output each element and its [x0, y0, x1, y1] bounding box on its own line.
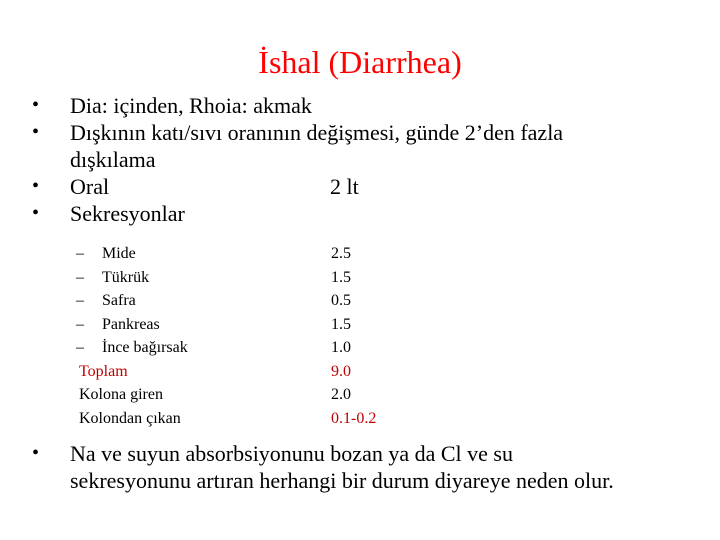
bullet-item-final — [30, 440, 690, 494]
colon-out-label: Kolondan çıkan — [79, 409, 181, 427]
dash-icon: – — [76, 268, 84, 286]
final-bullet-line1: Na ve suyun absorbsiyonunu bozan ya da Cl ve su — [70, 441, 513, 466]
secretion-value: 1.5 — [331, 268, 351, 286]
secretion-row — [30, 242, 690, 266]
dash-icon: – — [76, 245, 84, 262]
bullet-icon: • — [32, 94, 40, 116]
secretion-label: Mide — [102, 245, 136, 262]
colon-in-value: 2.0 — [331, 386, 351, 403]
secretion-label: İnce bağırsak — [102, 339, 188, 356]
secretion-label: Tükrük — [102, 268, 150, 286]
total-label: Toplam — [79, 362, 128, 380]
bullet-text: Sekresyonlar — [70, 201, 185, 226]
colon-out-row — [30, 407, 690, 431]
colon-out-value: 0.1-0.2 — [331, 409, 377, 427]
bullet-text: Dia: içinden, Rhoia: akmak — [70, 93, 312, 118]
bullet-item — [30, 92, 690, 119]
secretion-label: Pankreas — [102, 315, 160, 333]
secretion-row — [30, 313, 690, 337]
secretion-row — [30, 289, 690, 313]
bullet-text: Dışkının katı/sıvı oranının değişmesi, günde 2’den fazla — [70, 120, 564, 145]
secretion-value: 1.5 — [331, 315, 351, 333]
slide-title: İshal (Diarrhea) — [258, 44, 462, 80]
secretion-value: 0.5 — [331, 292, 351, 309]
total-row — [30, 360, 690, 384]
final-bullet-line2: sekresyonunu artıran herhangi bir durum diyareye neden olur. — [70, 468, 614, 493]
bullet-icon: • — [32, 442, 40, 464]
dash-icon: – — [76, 315, 84, 333]
total-value: 9.0 — [331, 362, 351, 380]
bullet-icon: • — [32, 121, 40, 143]
secretion-row — [30, 266, 690, 290]
secretion-value: 2.5 — [331, 245, 351, 262]
secretion-value: 1.0 — [331, 339, 351, 356]
colon-in-row — [30, 383, 690, 407]
dash-icon: – — [76, 339, 84, 356]
bullet-value: 2 lt — [330, 174, 359, 199]
colon-in-label: Kolona giren — [79, 386, 163, 403]
secretion-table — [30, 242, 690, 430]
dash-icon: – — [76, 292, 84, 309]
bullet-icon: • — [32, 175, 40, 197]
bullet-item — [30, 173, 690, 200]
bullet-list — [30, 92, 690, 494]
secretion-row — [30, 336, 690, 360]
bullet-item — [30, 119, 690, 173]
secretion-label: Safra — [102, 292, 136, 309]
bullet-icon: • — [32, 202, 40, 224]
bullet-text-continued: dışkılama — [70, 147, 156, 172]
bullet-text: Oral — [70, 174, 110, 199]
bullet-item — [30, 200, 690, 227]
